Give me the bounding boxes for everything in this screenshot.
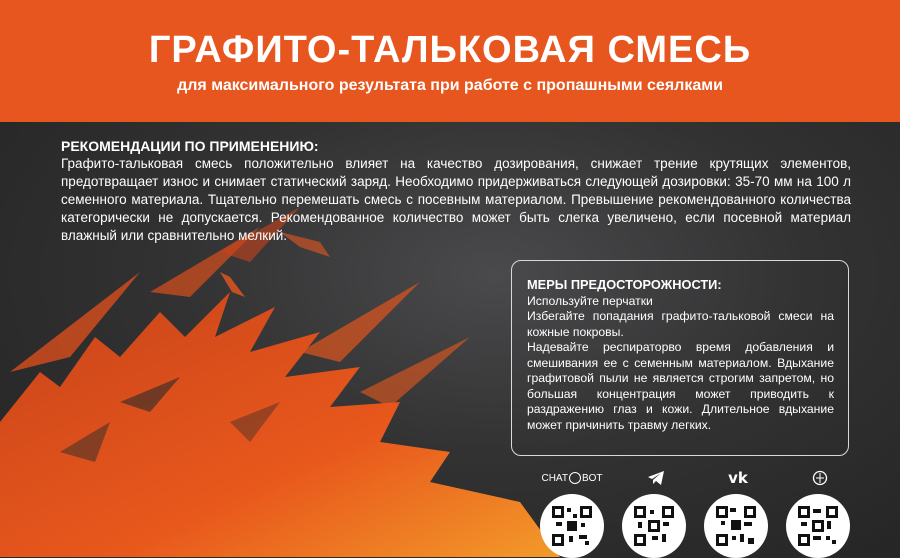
recommendations-section	[61, 137, 851, 245]
product-title: ГРАФИТО-ТАЛЬКОВАЯ СМЕСЬ	[148, 29, 752, 71]
chatbot-icon	[569, 472, 581, 484]
precaution-line: Надевайте респираторво время добавления и смешивания ее с семенным материалом. Вдыхание графитовой пыли не является строгим запретом, но большая концентрация может приводить к раздражению глаз и кожи. Длительное вдыхание может причинить травму легких.	[527, 340, 834, 432]
chatbot-label-left: CHAT	[541, 472, 568, 484]
qr-code-website[interactable]	[786, 494, 850, 558]
precaution-line: Избегайте попадания графито-тальковой смеси на кожные покровы.	[527, 309, 834, 339]
qr-code-chatbot[interactable]	[540, 494, 604, 558]
recommendations-text: Графито-тальковая смесь положительно влияет на качество дозирования, снижает трение крутящих элементов, предотвращает износ и снимает статический заряд. Необходимо придерживаться следующей дозировки: 35-70 мм на 100 л семенного материала. Тщательно перемешать смесь с посевным материалом. Превышение рекомендованного количества категорически не допускается. Рекомендованное количество может быть слегка увеличено, если посевной материал влажный или сравнительно мелкий.	[61, 156, 851, 243]
product-subtitle: для максимального результата при работе с пропашными сеялками	[177, 77, 723, 94]
qr-pattern	[798, 506, 838, 546]
precaution-line: Используйте перчатки	[527, 293, 653, 308]
vk-icon: vk	[728, 469, 748, 487]
recommendations-heading: РЕКОМЕНДАЦИИ ПО ПРИМЕНЕНИЮ:	[61, 138, 319, 154]
qr-pattern	[716, 506, 756, 546]
qr-code-telegram[interactable]	[622, 494, 686, 558]
qr-pattern	[552, 506, 592, 546]
qr-code-vk[interactable]	[704, 494, 768, 558]
header-banner	[0, 0, 900, 122]
qr-pattern	[634, 506, 674, 546]
website-icon	[788, 466, 852, 490]
precautions-heading: МЕРЫ ПРЕДОСТОРОЖНОСТИ:	[527, 277, 722, 292]
telegram-icon	[624, 466, 688, 490]
chatbot-label-right: BOT	[581, 472, 603, 484]
precautions-box	[511, 260, 849, 456]
chatbot-label	[540, 466, 604, 490]
